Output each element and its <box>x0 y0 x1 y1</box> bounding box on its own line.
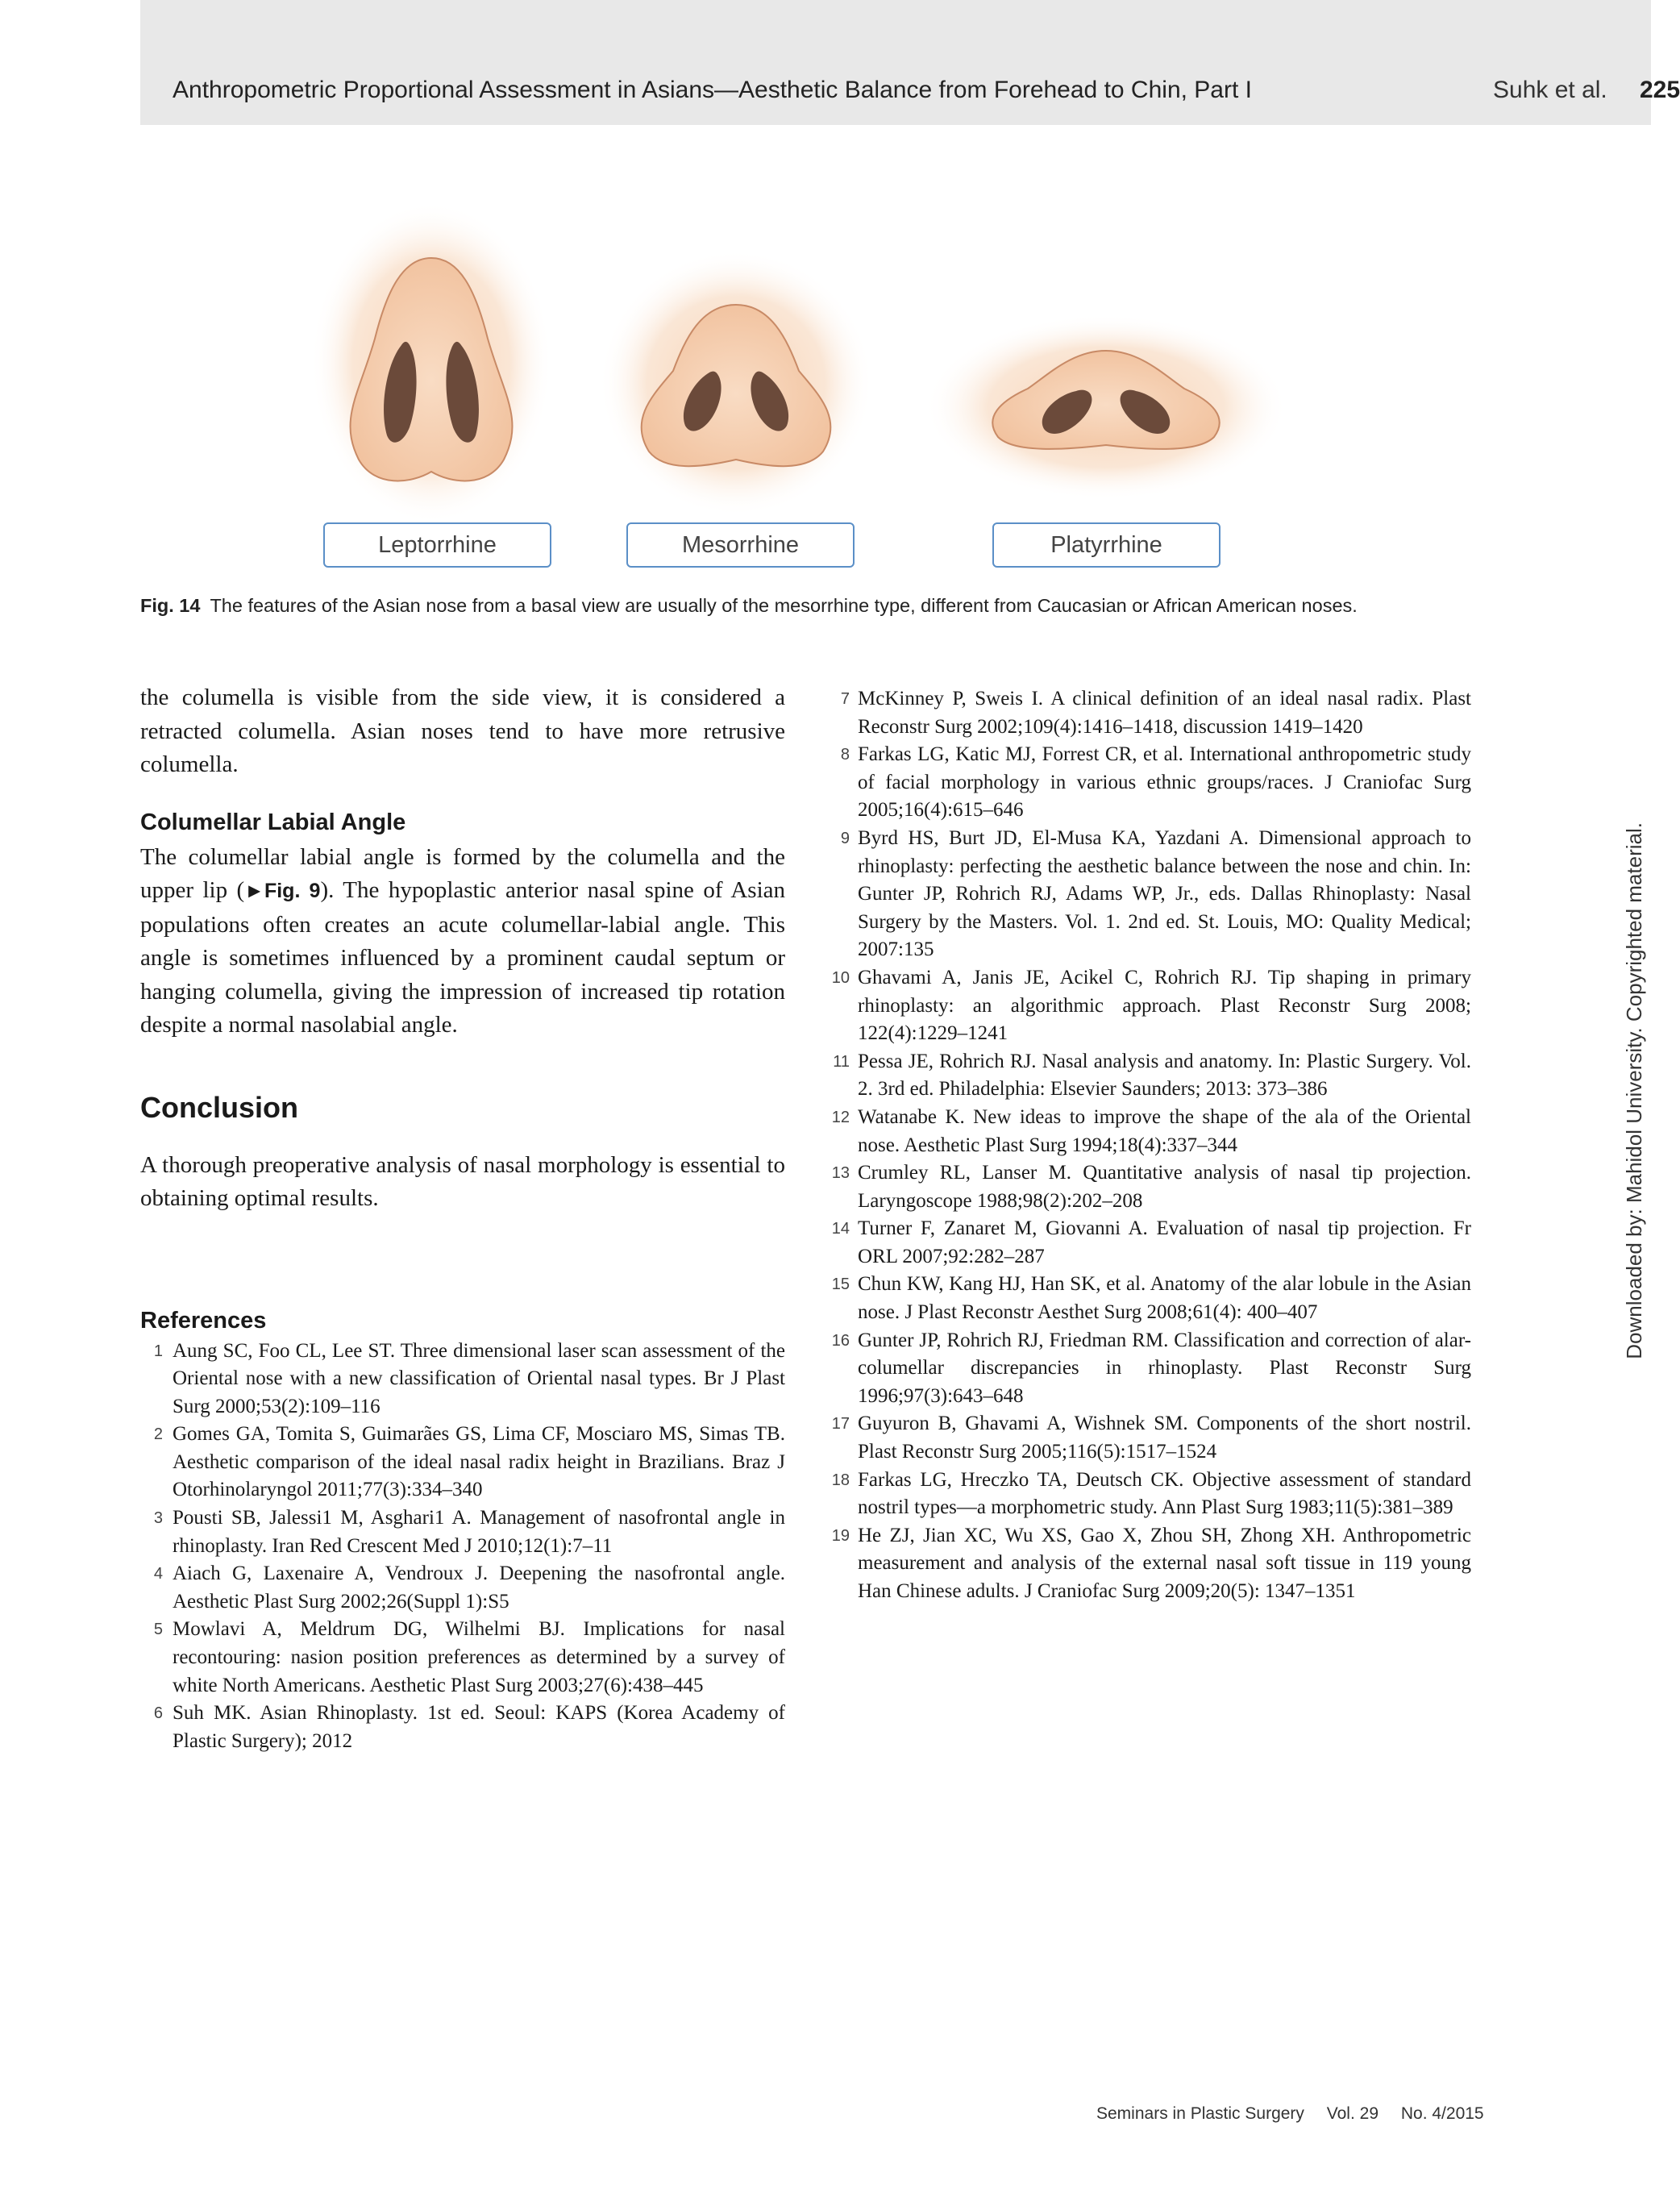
label-leptorrhine: Leptorrhine <box>323 522 551 568</box>
reference-number: 5 <box>153 1621 163 1639</box>
page-number: 225 <box>1640 77 1680 103</box>
reference-number: 13 <box>831 1164 850 1183</box>
footer-issue: No. 4/2015 <box>1400 2104 1484 2123</box>
footer-volume: Vol. 29 <box>1326 2104 1379 2123</box>
reference-text: Farkas LG, Katic MJ, Forrest CR, et al. International anthropometric study of facial morphology in various ethnic groups/races. J Craniofac Surg 2005;16(4):615–646 <box>858 743 1471 822</box>
reference-text: Farkas LG, Hreczko TA, Deutsch CK. Objective assessment of standard nostril types—a morphometric study. Ann Plast Surg 1983;11(5):381–389 <box>858 1468 1471 1519</box>
columellar-paragraph <box>140 841 785 1042</box>
reference-text: McKinney P, Sweis I. A clinical definition of an ideal nasal radix. Plast Reconstr Surg 2002;109(4):1416–1418, discussion 1419–1420 <box>858 688 1471 738</box>
figure-14 <box>306 202 1330 580</box>
reference-item <box>140 1700 785 1755</box>
conclusion-heading: Conclusion <box>140 1090 298 1124</box>
mesorrhine-nose <box>599 250 873 516</box>
reference-item <box>830 685 1471 741</box>
fig-9-link[interactable]: ►Fig. 9 <box>244 880 321 902</box>
reference-number: 11 <box>833 1052 850 1071</box>
reference-number: 7 <box>840 690 850 708</box>
reference-item <box>830 1271 1471 1326</box>
running-authors: Suhk et al. <box>1493 77 1607 103</box>
reference-item <box>830 741 1471 825</box>
reference-number: 8 <box>840 746 850 764</box>
figure-caption <box>140 595 1511 617</box>
reference-number: 12 <box>831 1108 850 1126</box>
reference-text: Suh MK. Asian Rhinoplasty. 1st ed. Seoul: KAPS (Korea Academy of Plastic Surgery); 2012 <box>173 1702 785 1752</box>
reference-text: Ghavami A, Janis JE, Acikel C, Rohrich RJ. Tip shaping in primary rhinoplasty: an algorithmic approach. Plast Reconstr Surg 2008; 122(4):1229–1241 <box>858 966 1471 1045</box>
reference-item <box>830 1215 1471 1271</box>
reference-number: 15 <box>831 1275 850 1294</box>
reference-number: 17 <box>831 1415 850 1434</box>
columellar-text-a: The columellar labial angle is formed by the columella and the upper lip ( <box>140 843 785 903</box>
reference-text: Gomes GA, Tomita S, Guimarães GS, Lima CF, Mosciaro MS, Simas TB. Aesthetic comparison of the ideal nasal radix height in Brazilians. Braz J Otorhinolaryngol 2011;77(3):334–340 <box>173 1423 785 1501</box>
reference-item <box>140 1338 785 1421</box>
left-column <box>140 681 785 1755</box>
reference-text: Gunter JP, Rohrich RJ, Friedman RM. Classification and correction of alar-columellar discrepancies in rhinoplasty. Plast Reconstr Surg 1996;97(3):643–648 <box>858 1329 1471 1407</box>
reference-item <box>830 1327 1471 1411</box>
intro-paragraph: the columella is visible from the side view, it is considered a retracted columella. Asian noses tend to have more retrusive columella. <box>140 685 785 777</box>
reference-text: Chun KW, Kang HJ, Han SK, et al. Anatomy of the alar lobule in the Asian nose. J Plast Reconstr Aesthet Surg 2008;61(4): 400–407 <box>858 1273 1471 1324</box>
reference-text: Crumley RL, Lanser M. Quantitative analysis of nasal tip projection. Laryngoscope 1988;98(2):202–208 <box>858 1162 1471 1212</box>
reference-text: Mowlavi A, Meldrum DG, Wilhelmi BJ. Implications for nasal recontouring: nasion position preferences as determined by a survey of white North Americans. Aesthetic Plast Surg 2003;27(6):438–445 <box>173 1618 785 1696</box>
reference-text: Watanabe K. New ideas to improve the shape of the ala of the Oriental nose. Aesthetic Plast Surg 1994;18(4):337–344 <box>858 1105 1471 1156</box>
download-watermark: Downloaded by: Mahidol University. Copyrighted material. <box>1622 822 1646 1359</box>
reference-text: Aiach G, Laxenaire A, Vendroux J. Deepening the nasofrontal angle. Aesthetic Plast Surg 2002;26(Suppl 1):S5 <box>173 1563 785 1612</box>
reference-number: 19 <box>831 1526 850 1545</box>
reference-number: 3 <box>153 1509 163 1528</box>
reference-item <box>140 1504 785 1560</box>
reference-item <box>140 1421 785 1504</box>
reference-number: 16 <box>831 1331 850 1350</box>
reference-item <box>830 1048 1471 1104</box>
reference-number: 9 <box>840 829 850 847</box>
reference-number: 10 <box>831 968 850 987</box>
conclusion-paragraph: A thorough preoperative analysis of nasal morphology is essential to obtaining optimal results. <box>140 1151 785 1211</box>
reference-item <box>830 1467 1471 1522</box>
caption-label: Fig. 14 <box>140 595 201 616</box>
running-title: Anthropometric Proportional Assessment in Asians—Aesthetic Balance from Forehead to Chin, Part I <box>173 77 1252 103</box>
reference-text: He ZJ, Jian XC, Wu XS, Gao X, Zhou SH, Zhong XH. Anthropometric measurement and analysis of the external nasal soft tissue in 119 young Han Chinese adults. J Craniofac Surg 2009;20(5): 1347–1351 <box>858 1524 1471 1602</box>
reference-item <box>830 825 1471 964</box>
reference-number: 2 <box>153 1425 163 1444</box>
reference-number: 4 <box>153 1565 163 1583</box>
reference-text: Turner F, Zanaret M, Giovanni A. Evaluation of nasal tip projection. Fr ORL 2007;92:282–287 <box>858 1217 1471 1267</box>
reference-item <box>830 1410 1471 1466</box>
reference-number: 18 <box>831 1471 850 1489</box>
reference-item <box>830 1522 1471 1606</box>
reference-text: Guyuron B, Ghavami A, Wishnek SM. Components of the short nostril. Plast Reconstr Surg 2005;116(5):1517–1524 <box>858 1413 1471 1463</box>
reference-number: 14 <box>831 1220 850 1238</box>
references-heading: References <box>140 1307 267 1334</box>
columellar-heading: Columellar Labial Angle <box>140 809 406 835</box>
running-header <box>140 0 1680 125</box>
page-footer <box>1096 2104 1502 2124</box>
reference-text: Pessa JE, Rohrich RJ. Nasal analysis and anatomy. In: Plastic Surgery. Vol. 2. 3rd ed. Philadelphia: Elsevier Saunders; 2013: 373–386 <box>858 1050 1471 1101</box>
reference-item <box>830 1104 1471 1159</box>
reference-number: 6 <box>153 1704 163 1723</box>
label-mesorrhine: Mesorrhine <box>626 522 855 568</box>
reference-text: Pousti SB, Jalessi1 M, Asghari1 A. Management of nasofrontal angle in rhinoplasty. Iran Red Crescent Med J 2010;12(1):7–11 <box>173 1507 785 1557</box>
reference-text: Aung SC, Foo CL, Lee ST. Three dimensional laser scan assessment of the Oriental nose with a new classification of Oriental nasal types. Br J Plast Surg 2000;53(2):109–116 <box>173 1339 785 1417</box>
reference-item <box>140 1616 785 1700</box>
label-platyrrhine: Platyrrhine <box>992 522 1220 568</box>
reference-text: Byrd HS, Burt JD, El-Musa KA, Yazdani A. Dimensional approach to rhinoplasty: perfecting the aesthetic balance between the nose and chin. In: Gunter JP, Rohrich RJ, Adams WP, Jr., eds. Dallas Rhinoplasty: Nasal Surgery by the Masters. Vol. 1. 2nd ed. St. Louis, MO: Quality Medical; 2007:135 <box>858 826 1471 961</box>
reference-item <box>140 1560 785 1616</box>
platyrrhine-nose <box>925 314 1287 500</box>
reference-number: 1 <box>153 1342 163 1360</box>
reference-item <box>830 1159 1471 1215</box>
columellar-text-b: ). The hypoplastic anterior nasal spine of Asian populations often creates an acute columellar-labial angle. This angle is sometimes influenced by a prominent caudal septum or hanging columella, giving the impression of increased tip rotation despite a normal nasolabial angle. <box>140 877 785 1038</box>
reference-item <box>830 964 1471 1048</box>
reference-list-left <box>140 1338 785 1756</box>
leptorrhine-nose <box>310 202 552 524</box>
right-column <box>830 685 1471 1606</box>
nose-illustrations <box>306 202 1330 524</box>
reference-list-right <box>830 685 1471 1606</box>
caption-text: The features of the Asian nose from a basal view are usually of the mesorrhine type, different from Caucasian or African American noses. <box>210 595 1358 616</box>
footer-journal: Seminars in Plastic Surgery <box>1096 2104 1304 2123</box>
